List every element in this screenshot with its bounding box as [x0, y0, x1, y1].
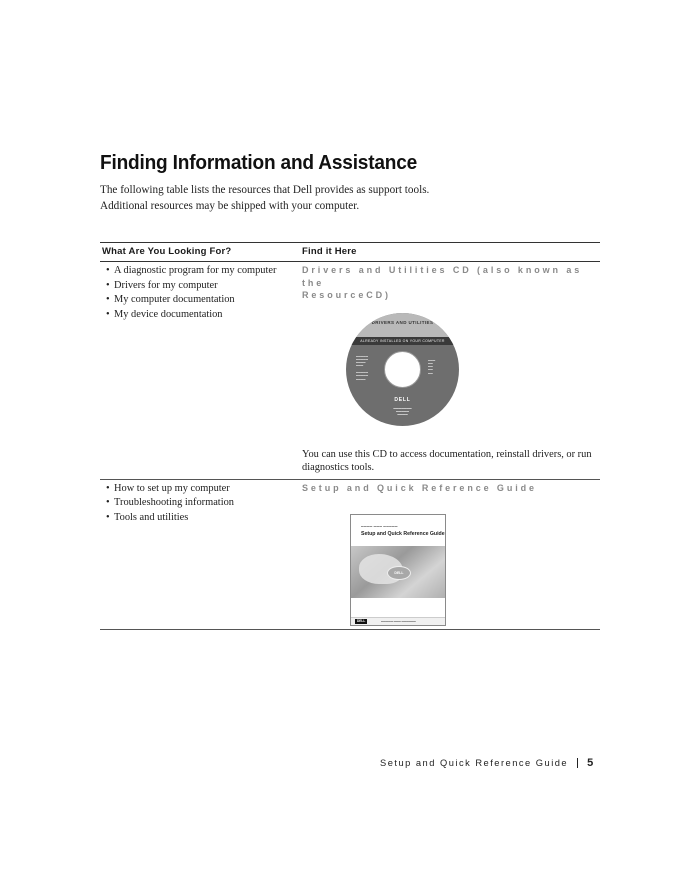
intro-paragraph — [100, 182, 540, 214]
intro-line: The following table lists the resources that Dell provides as support tools. — [100, 184, 430, 196]
bullet: • — [106, 294, 110, 306]
column-header-looking-for: What Are You Looking For? — [100, 243, 300, 262]
footer-separator — [577, 758, 578, 768]
resource-title: Drivers and Utilities CD (also known as the ResourceCD) — [302, 265, 583, 300]
cd-disc-image — [346, 313, 459, 426]
list-item: • Troubleshooting information — [106, 496, 300, 511]
intro-line: Additional resources may be shipped with your computer. — [100, 200, 360, 212]
bullet: • — [106, 279, 110, 291]
cd-bottom-fineprint: ▬▬▬▬▬▬▬ ▬▬▬▬▬ ▬▬▬▬ — [393, 406, 412, 417]
item-list — [100, 482, 300, 526]
list-item: • Tools and utilities — [106, 511, 300, 526]
page-title: Finding Information and Assistance — [100, 151, 418, 174]
cd-right-fineprint: ▬▬▬ ▬▬ ▬▬ ▬▬ ▬▬ — [428, 358, 436, 375]
dell-logo: DELL — [387, 566, 411, 580]
bullet: • — [106, 308, 110, 320]
cd-top-label: DRIVERS AND UTILITIES — [346, 313, 459, 337]
list-item: • How to set up my computer — [106, 482, 300, 497]
list-item: • A diagnostic program for my computer — [106, 264, 300, 279]
cd-strip-label: ALREADY INSTALLED ON YOUR COMPUTER — [346, 337, 459, 345]
bullet: • — [106, 482, 110, 494]
looking-for-cell — [100, 262, 300, 480]
resource-title: Setup and Quick Reference Guide — [302, 482, 537, 493]
booklet-photo — [351, 546, 445, 598]
booklet-title: Setup and Quick Reference Guide — [361, 531, 445, 537]
table-row — [100, 479, 600, 630]
booklet-footer — [351, 617, 445, 625]
list-item: • Drivers for my computer — [106, 279, 300, 294]
dell-logo: DELL — [357, 619, 366, 623]
dell-logo: DELL — [394, 396, 411, 403]
guide-illustration — [302, 494, 600, 629]
list-item: • My device documentation — [106, 308, 300, 323]
bullet: • — [106, 497, 110, 509]
list-item: • My computer documentation — [106, 293, 300, 308]
resources-table — [100, 242, 600, 630]
booklet-kicker: ▬▬▬▬ ▬▬▬ ▬▬▬▬▬ — [361, 525, 398, 528]
page-number: 5 — [587, 757, 594, 769]
booklet-fineprint: ▬▬▬▬▬ ▬▬▬ ▬▬▬▬▬▬ — [381, 620, 416, 623]
cd-left-fineprint: ▬▬▬▬▬ ▬▬▬▬▬ ▬▬▬▬ ▬▬▬ ▬▬▬▬▬ ▬▬▬▬▬ ▬▬▬▬ — [356, 354, 368, 381]
bullet: • — [106, 265, 110, 276]
table-header-row — [100, 243, 600, 262]
find-it-cell — [300, 479, 600, 630]
guide-booklet-image — [350, 514, 446, 626]
cd-center-hole — [384, 351, 421, 388]
column-header-find-it: Find it Here — [300, 243, 600, 262]
footer-guide-name: Setup and Quick Reference Guide — [380, 758, 569, 768]
looking-for-cell — [100, 479, 300, 630]
table-row — [100, 262, 600, 480]
find-it-cell — [300, 262, 600, 480]
bullet: • — [106, 511, 110, 523]
item-list — [100, 264, 300, 322]
resource-description: You can use this CD to access documentation, reinstall drivers, or run diagnostics tools. — [302, 448, 592, 473]
page-footer — [380, 757, 594, 769]
cd-illustration — [302, 302, 600, 448]
